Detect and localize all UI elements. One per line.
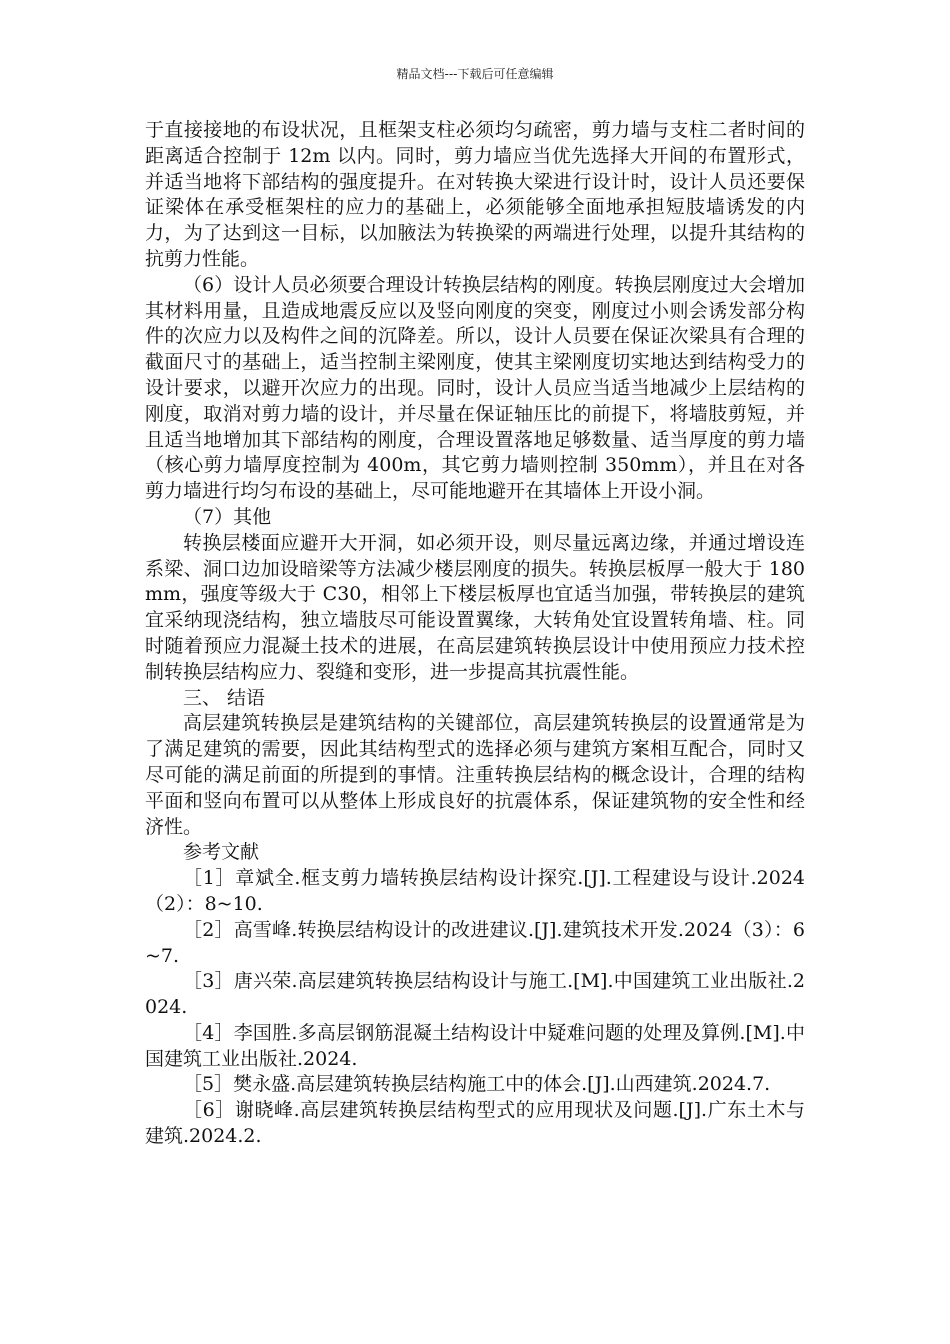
- reference-item: ［6］谢晓峰.高层建筑转换层结构型式的应用现状及问题.[J].广东土木与建筑.2024.2.: [145, 1099, 805, 1148]
- page-header: 精品文档---下载后可任意编辑: [396, 67, 554, 81]
- reference-item: ［5］樊永盛.高层建筑转换层结构施工中的体会.[J].山西建筑.2024.7.: [183, 1073, 771, 1096]
- reference-item: ［4］李国胜.多高层钢筋混凝土结构设计中疑难问题的处理及算例.[M].中国建筑工业出版社.2024.: [145, 1021, 805, 1070]
- references-heading: 参考文献: [183, 841, 260, 864]
- reference-item: ［3］唐兴荣.高层建筑转换层结构设计与施工.[M].中国建筑工业出版社.2024.: [145, 970, 805, 1019]
- body-text: [145, 118, 805, 1150]
- paragraph-conclusion: 高层建筑转换层是建筑结构的关键部位，高层建筑转换层的设置通常是为了满足建筑的需要，因此其结构型式的选择必须与建筑方案相互配合，同时又尽可能的满足前面的所提到的事情。注重转换层结构的概念设计，合理的结构平面和竖向布置可以从整体上形成良好的抗震体系，保证建筑物的安全性和经济性。: [145, 712, 805, 838]
- paragraph-continuation: 于直接接地的布设状况，且框架支柱必须均匀疏密，剪力墙与支柱二者时间的距离适合控制于 12m 以内。同时，剪力墙应当优先选择大开间的布置形式，并适当地将下部结构的强度提升。在对转换大梁进行设计时，设计人员还要保证梁体在承受框架柱的应力的基础上，必须能够全面地承担短肢墙诱发的内力，为了达到这一目标，以加腋法为转换梁的两端进行处理，以提升其结构的抗剪力性能。: [145, 119, 805, 270]
- subheading-other: （7）其他: [183, 505, 272, 528]
- paragraph-stiffness: （6）设计人员必须要合理设计转换层结构的刚度。转换层刚度过大会增加其材料用量，且造成地震反应以及竖向刚度的突变，刚度过小则会诱发部分构件的次应力以及构件之间的沉降差。所以，设计人员要在保证次梁具有合理的截面尺寸的基础上，适当控制主梁刚度，使其主梁刚度切实地达到结构受力的设计要求，以避开次应力的出现。同时，设计人员应当适当地减少上层结构的刚度，取消对剪力墙的设计，并尽量在保证轴压比的前提下，将墙肢剪短，并且适当地增加其下部结构的刚度，合理设置落地足够数量、适当厚度的剪力墙（核心剪力墙厚度控制为 400m，其它剪力墙则控制 350mm），并且在对各剪力墙进行均匀布设的基础上，尽可能地避开在其墙体上开设小洞。: [145, 273, 805, 503]
- section-heading-conclusion: 三、 结语: [183, 686, 266, 709]
- paragraph-other: 转换层楼面应避开大开洞，如必须开设，则尽量远离边缘，并通过增设连系梁、洞口边加设暗梁等方法减少楼层刚度的损失。转换层板厚一般大于 180mm，强度等级大于 C30，相邻上下楼层板厚也宜适当加强，带转换层的建筑宜采纳现浇结构，独立墙肢尽可能设置翼缘，大转角处宜设置转角墙、柱。同时随着预应力混凝土技术的进展，在高层建筑转换层设计中使用预应力技术控制转换层结构应力、裂缝和变形，进一步提高其抗震性能。: [145, 531, 805, 683]
- reference-item: ［2］高雪峰.转换层结构设计的改进建议.[J].建筑技术开发.2024（3）：6~7.: [145, 918, 805, 967]
- reference-item: ［1］章斌全.框支剪力墙转换层结构设计探究.[J].工程建设与设计.2024（2）：8~10.: [145, 867, 805, 915]
